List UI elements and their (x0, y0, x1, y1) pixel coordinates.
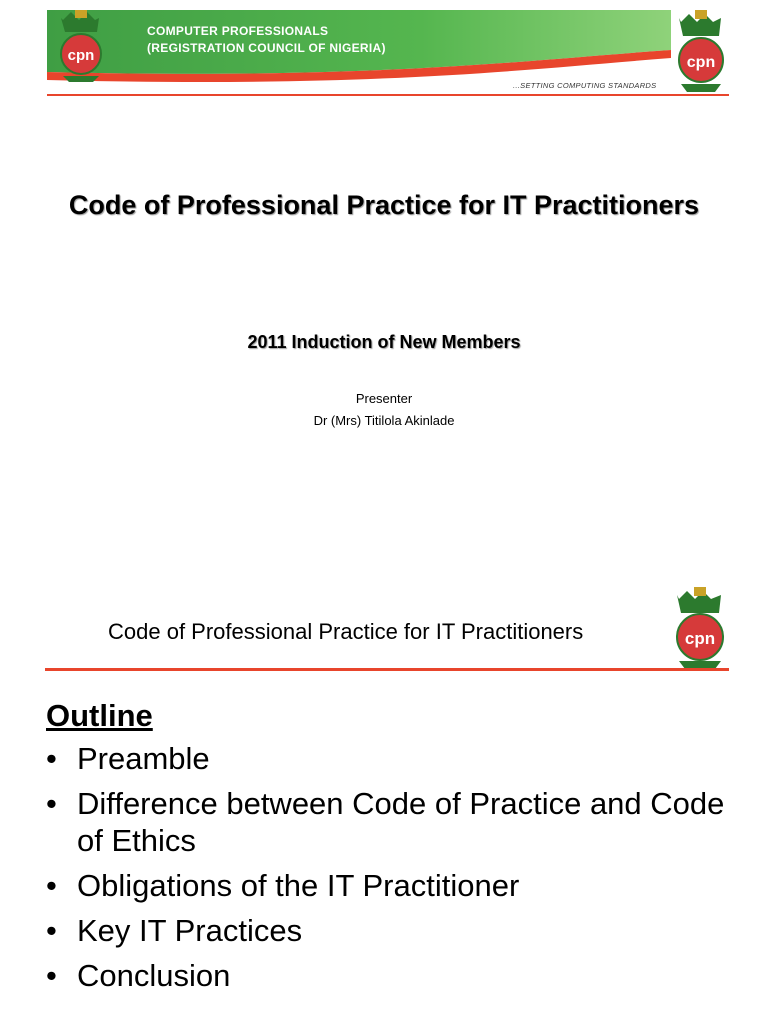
outline-slide-header: Code of Professional Practice for IT Practitioners (108, 619, 584, 644)
bullet-icon: • (46, 786, 57, 821)
cpn-logo-left (53, 10, 109, 87)
bullet-icon: • (46, 958, 57, 993)
list-item-text: Difference between Code of Practice and Code of Ethics (77, 786, 725, 858)
list-item-text: Preamble (77, 741, 210, 776)
tagline: ...SETTING COMPUTING STANDARDS (513, 81, 657, 90)
banner-background (47, 10, 671, 84)
header-banner (47, 10, 729, 96)
list-item-text: Key IT Practices (77, 913, 303, 948)
banner-divider (47, 94, 729, 96)
cpn-logo-right (673, 10, 729, 97)
org-name-line-2: (REGISTRATION COUNCIL OF NIGERIA) (147, 41, 386, 55)
cpn-logo-outline-slide (671, 587, 729, 674)
svg-text:cpn: cpn (67, 47, 95, 64)
presenter-name: Dr (Mrs) Titilola Akinlade (313, 413, 455, 428)
list-item (46, 785, 746, 859)
list-item-text: Obligations of the IT Practitioner (77, 868, 520, 903)
org-name-line-1: COMPUTER PROFESSIONALS (147, 24, 329, 38)
list-item (46, 957, 746, 994)
outline-slide-divider (45, 668, 729, 671)
svg-text:cpn: cpn (686, 54, 716, 71)
slide-title: Code of Professional Practice for IT Practitioners (68, 190, 700, 220)
list-item (46, 867, 746, 904)
presenter-label: Presenter (355, 391, 413, 406)
bullet-icon: • (46, 868, 57, 903)
bullet-icon: • (46, 913, 57, 948)
slide-subtitle: 2011 Induction of New Members (247, 332, 521, 352)
list-item (46, 912, 746, 949)
svg-text:cpn: cpn (684, 629, 716, 648)
outline-list (46, 740, 746, 1002)
bullet-icon: • (46, 741, 57, 776)
list-item (46, 740, 746, 777)
list-item-text: Conclusion (77, 958, 231, 993)
outline-title: Outline (46, 698, 153, 733)
